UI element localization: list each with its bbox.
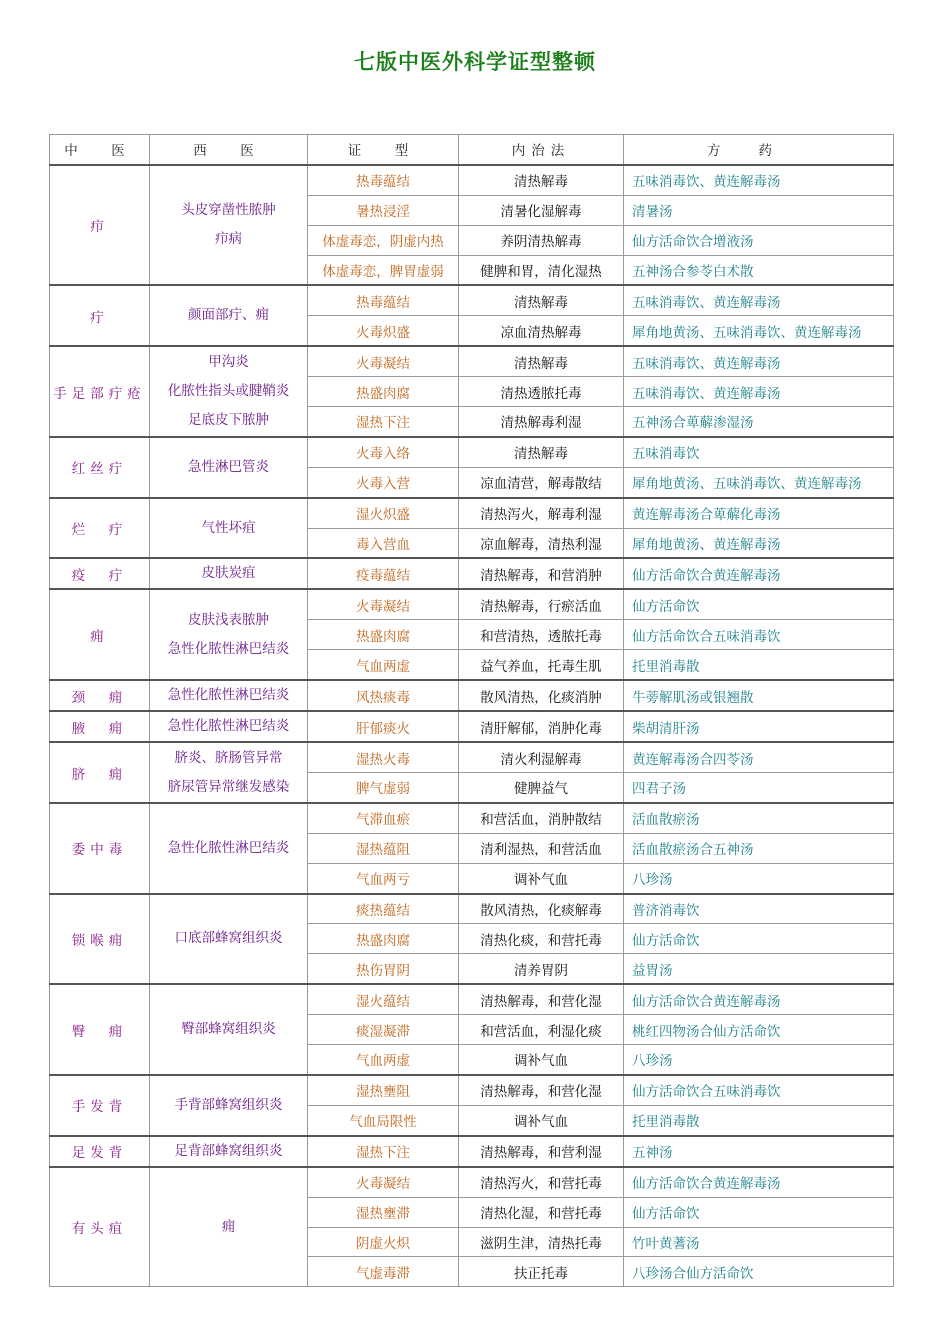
treatment-cell: 清热解毒，和营利湿: [459, 1136, 624, 1167]
table-row: [50, 589, 894, 619]
syndrome-cell: 暑热浸淫: [308, 195, 459, 225]
prescription-cell: 黄连解毒汤合四苓汤: [624, 742, 894, 772]
treatment-cell: 清暑化湿解毒: [459, 195, 624, 225]
zhongyi-disease-cell: 疖: [50, 165, 150, 286]
xiyi-line: 甲沟炎: [208, 354, 249, 371]
table-row: [50, 711, 894, 742]
xiyi-line: 足背部蜂窝组织炎: [174, 1142, 283, 1159]
prescription-cell: 托里消毒散: [624, 1105, 894, 1135]
prescription-cell: 仙方活命饮: [624, 924, 894, 954]
syndrome-cell: 脾气虚弱: [308, 773, 459, 803]
prescription-cell: 五味消毒饮、黄连解毒汤: [624, 346, 894, 376]
treatment-cell: 益气养血，托毒生肌: [459, 650, 624, 680]
treatment-cell: 清热化湿，和营托毒: [459, 1197, 624, 1227]
syndrome-cell: 火毒入营: [308, 467, 459, 497]
xiyi-line: 急性化脓性淋巴结炎: [167, 687, 290, 704]
table-row: [50, 680, 894, 711]
prescription-cell: 仙方活命饮合增液汤: [624, 225, 894, 255]
treatment-cell: 和营清热，透脓托毒: [459, 620, 624, 650]
table-row: [50, 894, 894, 924]
xiyi-line: 脐尿管异常继发感染: [167, 778, 290, 795]
treatment-cell: 清肝解郁，消肿化毒: [459, 711, 624, 742]
xiyi-line: 皮肤炭疽: [201, 565, 256, 582]
syndrome-cell: 湿热下注: [308, 1136, 459, 1167]
syndrome-cell: 体虚毒恋，脾胃虚弱: [308, 255, 459, 285]
xiyi-line: 皮肤浅表脓肿: [188, 611, 269, 628]
table-row: [50, 803, 894, 833]
syndrome-cell: 毒入营血: [308, 528, 459, 558]
treatment-cell: 调补气血: [459, 1045, 624, 1075]
prescription-cell: 五神汤: [624, 1136, 894, 1167]
syndrome-cell: 湿热火毒: [308, 742, 459, 772]
syndrome-cell: 气虚毒滞: [308, 1257, 459, 1287]
syndrome-cell: 痰热蕴结: [308, 894, 459, 924]
prescription-cell: 八珍汤合仙方活命饮: [624, 1257, 894, 1287]
treatment-cell: 凉血解毒，清热利湿: [459, 528, 624, 558]
xiyi-disease-cell: [150, 984, 308, 1075]
syndrome-cell: 气血两亏: [308, 863, 459, 893]
prescription-cell: 活血散瘀汤: [624, 803, 894, 833]
table-body: [50, 165, 894, 1287]
treatment-cell: 清热解毒，和营化湿: [459, 984, 624, 1014]
prescription-cell: 五味消毒饮、黄连解毒汤: [624, 285, 894, 315]
zhongyi-disease-cell: 委中毒: [50, 803, 150, 894]
syndrome-cell: 湿火蕴结: [308, 984, 459, 1014]
syndrome-cell: 湿热下注: [308, 407, 459, 437]
prescription-cell: 仙方活命饮合黄连解毒汤: [624, 984, 894, 1014]
treatment-cell: 清火利湿解毒: [459, 742, 624, 772]
treatment-cell: 清热解毒: [459, 165, 624, 195]
table-row: [50, 437, 894, 467]
treatment-cell: 凉血清营，解毒散结: [459, 467, 624, 497]
xiyi-line: 口底部蜂窝组织炎: [174, 930, 283, 947]
xiyi-disease-cell: [150, 498, 308, 559]
xiyi-line: 手背部蜂窝组织炎: [174, 1096, 283, 1113]
treatment-cell: 清热泻火，解毒利湿: [459, 498, 624, 528]
syndrome-cell: 热毒蕴结: [308, 165, 459, 195]
zhongyi-disease-cell: 足发背: [50, 1136, 150, 1167]
xiyi-line: 急性化脓性淋巴结炎: [167, 718, 290, 735]
prescription-cell: 五味消毒饮、黄连解毒汤: [624, 377, 894, 407]
prescription-cell: 牛蒡解肌汤或银翘散: [624, 680, 894, 711]
xiyi-disease-cell: [150, 558, 308, 589]
prescription-cell: 犀角地黄汤、黄连解毒汤: [624, 528, 894, 558]
table-row: [50, 498, 894, 528]
prescription-cell: 黄连解毒汤合萆薢化毒汤: [624, 498, 894, 528]
prescription-cell: 清暑汤: [624, 195, 894, 225]
table-row: [50, 1075, 894, 1105]
xiyi-line: 足底皮下脓肿: [188, 412, 269, 429]
prescription-cell: 八珍汤: [624, 863, 894, 893]
zhongyi-disease-cell: 锁喉痈: [50, 894, 150, 985]
syndrome-table: [49, 134, 894, 1287]
table-row: [50, 742, 894, 772]
prescription-cell: 仙方活命饮: [624, 589, 894, 619]
xiyi-disease-cell: [150, 742, 308, 803]
treatment-cell: 调补气血: [459, 1105, 624, 1135]
zhongyi-disease-cell: 红丝疔: [50, 437, 150, 498]
prescription-cell: 五神汤合萆薢渗湿汤: [624, 407, 894, 437]
table-header-row: [50, 135, 894, 165]
syndrome-cell: 湿热壅阻: [308, 1075, 459, 1105]
syndrome-cell: 肝郁痰火: [308, 711, 459, 742]
prescription-cell: 仙方活命饮合黄连解毒汤: [624, 1167, 894, 1197]
syndrome-cell: 湿火炽盛: [308, 498, 459, 528]
syndrome-cell: 气血局限性: [308, 1105, 459, 1135]
syndrome-cell: 火毒凝结: [308, 346, 459, 376]
table-row: [50, 1167, 894, 1197]
xiyi-line: 疖病: [215, 231, 242, 248]
header-xiyi: 西 医: [150, 135, 308, 165]
syndrome-cell: 热盛肉腐: [308, 377, 459, 407]
treatment-cell: 健脾和胃，清化湿热: [459, 255, 624, 285]
table-row: [50, 165, 894, 195]
xiyi-disease-cell: [150, 437, 308, 498]
prescription-cell: 仙方活命饮合黄连解毒汤: [624, 558, 894, 589]
prescription-cell: 犀角地黄汤、五味消毒饮、黄连解毒汤: [624, 316, 894, 346]
table-row: [50, 346, 894, 376]
treatment-cell: 清热解毒，和营化湿: [459, 1075, 624, 1105]
table-row: [50, 1136, 894, 1167]
header-zhengxing: 证 型: [308, 135, 459, 165]
header-neizhifa: 内治法: [459, 135, 624, 165]
prescription-cell: 仙方活命饮合五味消毒饮: [624, 620, 894, 650]
table-row: [50, 558, 894, 589]
treatment-cell: 清养胃阴: [459, 954, 624, 984]
zhongyi-disease-cell: 颈 痈: [50, 680, 150, 711]
prescription-cell: 犀角地黄汤、五味消毒饮、黄连解毒汤: [624, 467, 894, 497]
xiyi-disease-cell: [150, 589, 308, 680]
prescription-cell: 仙方活命饮合五味消毒饮: [624, 1075, 894, 1105]
zhongyi-disease-cell: 手足部疔疮: [50, 346, 150, 437]
zhongyi-disease-cell: 烂 疔: [50, 498, 150, 559]
syndrome-cell: 火毒炽盛: [308, 316, 459, 346]
treatment-cell: 清热解毒: [459, 285, 624, 315]
syndrome-cell: 热毒蕴结: [308, 285, 459, 315]
syndrome-cell: 火毒凝结: [308, 1167, 459, 1197]
prescription-cell: 五味消毒饮: [624, 437, 894, 467]
treatment-cell: 清热解毒: [459, 346, 624, 376]
page-title: 七版中医外科学证型整顿: [354, 50, 596, 74]
prescription-cell: 普济消毒饮: [624, 894, 894, 924]
xiyi-disease-cell: [150, 346, 308, 437]
treatment-cell: 清热解毒利湿: [459, 407, 624, 437]
table-row: [50, 984, 894, 1014]
xiyi-disease-cell: [150, 680, 308, 711]
treatment-cell: 和营活血，利湿化痰: [459, 1015, 624, 1045]
xiyi-disease-cell: [150, 894, 308, 985]
syndrome-cell: 气滞血瘀: [308, 803, 459, 833]
xiyi-line: 臀部蜂窝组织炎: [181, 1021, 276, 1038]
xiyi-line: 痈: [221, 1218, 236, 1235]
xiyi-disease-cell: [150, 165, 308, 286]
header-fangyao: 方药: [624, 135, 894, 165]
prescription-cell: 活血散瘀汤合五神汤: [624, 833, 894, 863]
prescription-cell: 八珍汤: [624, 1045, 894, 1075]
syndrome-cell: 风热痰毒: [308, 680, 459, 711]
xiyi-disease-cell: [150, 1167, 308, 1287]
treatment-cell: 养阴清热解毒: [459, 225, 624, 255]
prescription-cell: 五神汤合参苓白术散: [624, 255, 894, 285]
treatment-cell: 清热泻火，和营托毒: [459, 1167, 624, 1197]
syndrome-cell: 湿热壅滞: [308, 1197, 459, 1227]
prescription-cell: 四君子汤: [624, 773, 894, 803]
prescription-cell: 桃红四物汤合仙方活命饮: [624, 1015, 894, 1045]
xiyi-line: 颜面部疔、痈: [188, 307, 269, 324]
syndrome-cell: 热盛肉腐: [308, 620, 459, 650]
syndrome-cell: 气血两虚: [308, 650, 459, 680]
zhongyi-disease-cell: 疔: [50, 285, 150, 346]
syndrome-cell: 体虚毒恋，阴虚内热: [308, 225, 459, 255]
xiyi-line: 头皮穿凿性脓肿: [181, 202, 276, 219]
treatment-cell: 滋阴生津，清热托毒: [459, 1227, 624, 1257]
xiyi-line: 化脓性指头或腱鞘炎: [167, 383, 290, 400]
xiyi-disease-cell: [150, 1136, 308, 1167]
treatment-cell: 清利湿热，和营活血: [459, 833, 624, 863]
zhongyi-disease-cell: 有头疽: [50, 1167, 150, 1287]
prescription-cell: 竹叶黄蓍汤: [624, 1227, 894, 1257]
xiyi-line: 气性坏疽: [201, 519, 256, 536]
zhongyi-disease-cell: 痈: [50, 589, 150, 680]
syndrome-cell: 热伤胃阴: [308, 954, 459, 984]
xiyi-disease-cell: [150, 711, 308, 742]
syndrome-cell: 热盛肉腐: [308, 924, 459, 954]
treatment-cell: 凉血清热解毒: [459, 316, 624, 346]
prescription-cell: 益胃汤: [624, 954, 894, 984]
xiyi-line: 急性淋巴管炎: [188, 458, 269, 475]
syndrome-cell: 气血两虚: [308, 1045, 459, 1075]
treatment-cell: 清热化痰，和营托毒: [459, 924, 624, 954]
xiyi-line: 脐炎、脐肠管异常: [174, 749, 283, 766]
treatment-cell: 和营活血，消肿散结: [459, 803, 624, 833]
treatment-cell: 健脾益气: [459, 773, 624, 803]
treatment-cell: 散风清热，化痰消肿: [459, 680, 624, 711]
treatment-cell: 清热解毒，行瘀活血: [459, 589, 624, 619]
xiyi-disease-cell: [150, 803, 308, 894]
treatment-cell: 散风清热，化痰解毒: [459, 894, 624, 924]
prescription-cell: 柴胡清肝汤: [624, 711, 894, 742]
zhongyi-disease-cell: 手发背: [50, 1075, 150, 1136]
zhongyi-disease-cell: 腋 痈: [50, 711, 150, 742]
treatment-cell: 清热解毒: [459, 437, 624, 467]
xiyi-disease-cell: [150, 285, 308, 346]
treatment-cell: 调补气血: [459, 863, 624, 893]
treatment-cell: 清热透脓托毒: [459, 377, 624, 407]
syndrome-cell: 阴虚火炽: [308, 1227, 459, 1257]
syndrome-cell: 痰湿凝滞: [308, 1015, 459, 1045]
xiyi-disease-cell: [150, 1075, 308, 1136]
prescription-cell: 仙方活命饮: [624, 1197, 894, 1227]
header-zhongyi: 中 医: [50, 135, 150, 165]
zhongyi-disease-cell: 疫 疔: [50, 558, 150, 589]
zhongyi-disease-cell: 脐 痈: [50, 742, 150, 803]
prescription-cell: 五味消毒饮、黄连解毒汤: [624, 165, 894, 195]
prescription-cell: 托里消毒散: [624, 650, 894, 680]
syndrome-cell: 疫毒蕴结: [308, 558, 459, 589]
treatment-cell: 清热解毒，和营消肿: [459, 558, 624, 589]
xiyi-line: 急性化脓性淋巴结炎: [167, 839, 290, 856]
syndrome-cell: 湿热蕴阻: [308, 833, 459, 863]
zhongyi-disease-cell: 臀 痈: [50, 984, 150, 1075]
treatment-cell: 扶正托毒: [459, 1257, 624, 1287]
syndrome-cell: 火毒入络: [308, 437, 459, 467]
table-row: [50, 285, 894, 315]
syndrome-cell: 火毒凝结: [308, 589, 459, 619]
xiyi-line: 急性化脓性淋巴结炎: [167, 640, 290, 657]
